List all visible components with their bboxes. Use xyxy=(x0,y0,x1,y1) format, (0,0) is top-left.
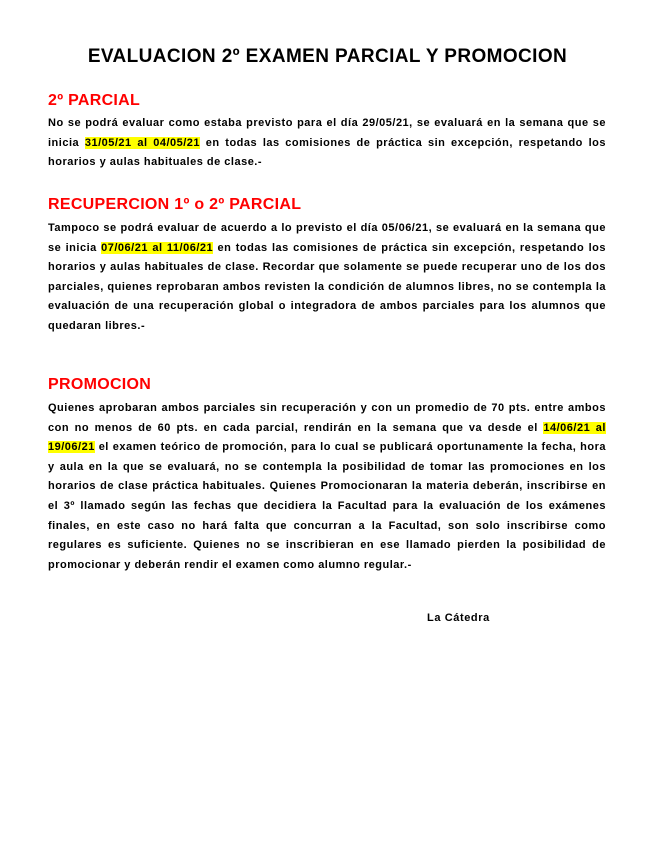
section-heading-segundo-parcial: 2º PARCIAL xyxy=(48,92,141,109)
paragraph-text: en todas las comisiones de práctica sin excepción, respetando los horarios y aulas habituales de clase.- xyxy=(48,136,606,169)
section-heading-promocion: PROMOCION xyxy=(48,376,152,393)
paragraph-recuperacion xyxy=(48,219,606,337)
highlighted-dates: 31/05/21 al 04/05/21 xyxy=(84,136,201,149)
paragraph-text: en todas las comisiones de práctica sin excepción, respetando los horarios y aulas habituales de clase. Recordar que solamente se puede recuperar uno de los dos parciales, quienes reprobaran ambos revisten la condición de alumnos libres, no se contempla la evaluación de una recuperación global o integradora de ambos parciales para los alumnos que quedaran libres.- xyxy=(48,241,606,332)
paragraph-promocion xyxy=(48,399,606,575)
paragraph-text: el examen teórico de promoción, para lo cual se publicará oportunamente la fecha, hora y aula en la que se evaluará, no se contempla la posibilidad de tomar las promociones en los horarios de clase práctica habituales. Quienes Promocionaran la materia deberán, inscribirse en el 3º llamado según las fechas que decidiera la Facultad para la evaluación de los exámenes finales, en este caso no hará falta que concurran a la Facultad, son solo inscribirse como regulares es suficiente. Quienes no se inscribieran en ese llamado pierden la posibilidad de promocionar y deberán rendir el examen como alumno regular.- xyxy=(48,441,606,571)
highlighted-dates: 07/06/21 al 11/06/21 xyxy=(101,241,214,254)
paragraph-text: No se podrá evaluar como estaba previsto para el día 29/05/21, se evaluará en la semana que se inicia xyxy=(48,117,606,149)
document-title: EVALUACION 2º EXAMEN PARCIAL Y PROMOCION xyxy=(87,46,568,67)
paragraph-segundo-parcial xyxy=(48,114,606,173)
paragraph-text: Tampoco se podrá evaluar de acuerdo a lo previsto el día 05/06/21, se evaluará en la semana que se inicia xyxy=(48,222,606,254)
signature: La Cátedra xyxy=(427,612,490,624)
paragraph-text: Quienes aprobaran ambos parciales sin recuperación y con un promedio de 70 pts. entre ambos con no menos de 60 pts. en cada parcial, rendirán en la semana que va desde el xyxy=(48,402,606,434)
highlighted-dates: 14/06/21 al 19/06/21 xyxy=(48,421,606,454)
section-heading-recuperacion: RECUPERCION 1º o 2º PARCIAL xyxy=(48,196,302,213)
